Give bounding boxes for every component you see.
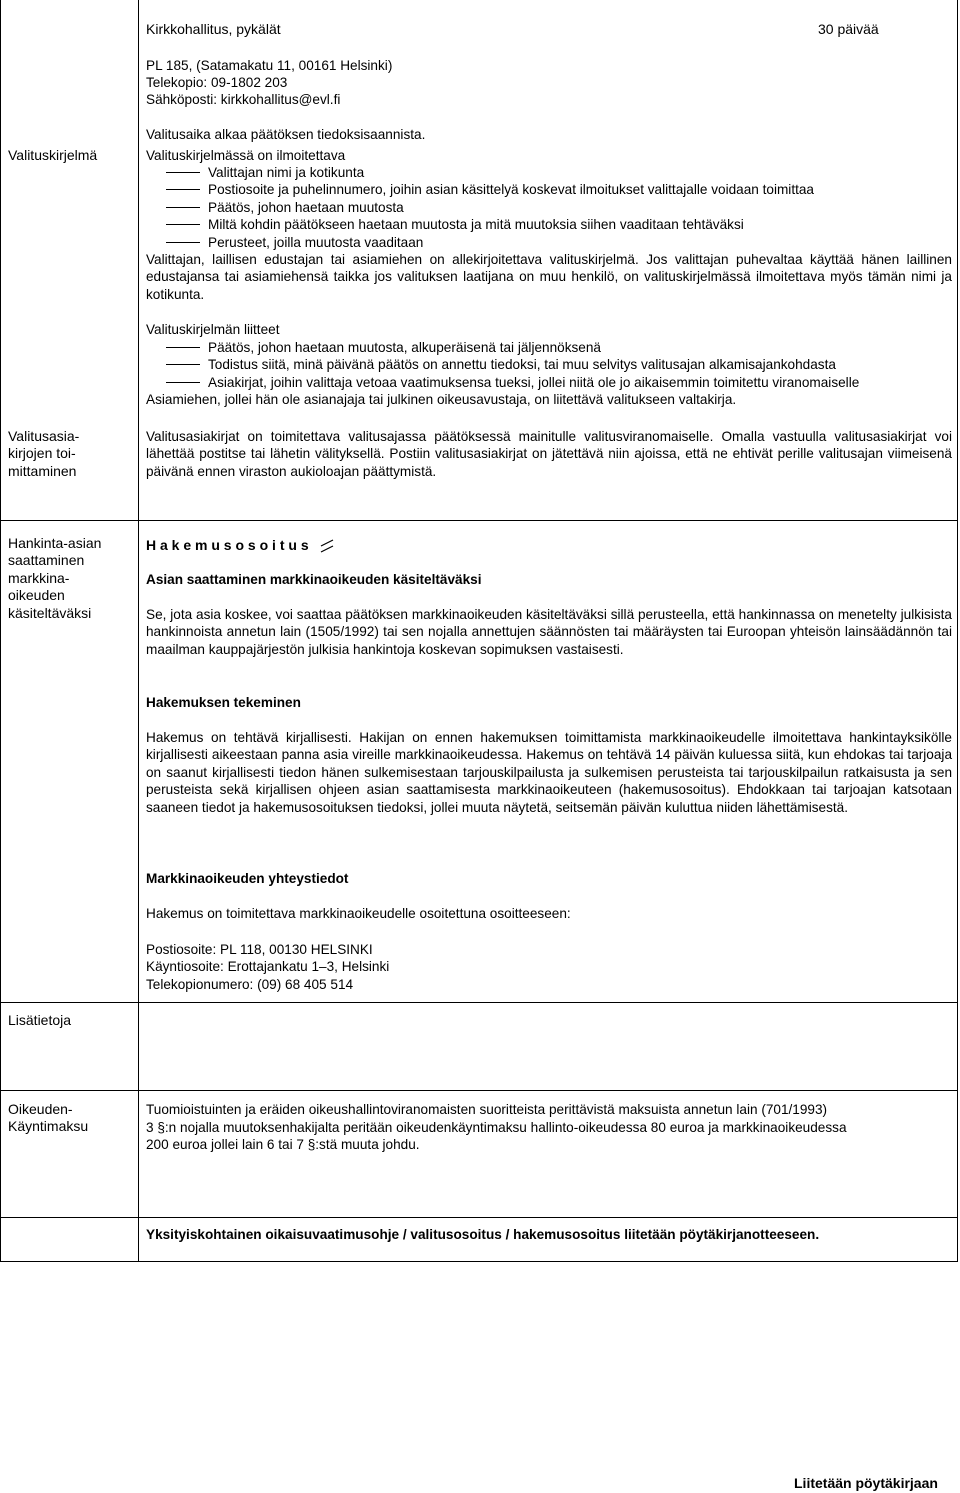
bottom-right-note: Liitetään pöytäkirjaan [794, 1475, 938, 1491]
row-divider-3 [0, 1090, 958, 1091]
kayntimaksu-line-2: 3 §:n nojalla muutoksenhakijalta peritään oikeudenkäyntimaksu hallinto-oikeudessa 80 euroa ja markkinaoikeudessa [146, 1120, 847, 1135]
court-fax: Telekopionumero: (09) 68 405 514 [146, 977, 354, 992]
hakemusosoitus-heading: H a k e m u s o s o i t u s [146, 536, 335, 554]
kayntimaksu-line-1: Tuomioistuinten ja eräiden oikeushallintoviranomaisten suoritteista perittävistä maksuista annetun lain (701/1993) [146, 1102, 828, 1117]
table-left-border [0, 0, 1, 1262]
court-visiting-address: Käyntiosoite: Erottajankatu 1–3, Helsinki [146, 959, 390, 974]
attachments-title: Valituskirjelmän liitteet [146, 322, 280, 337]
kayntimaksu-line-3: 200 euroa jollei lain 6 tai 7 §:stä muuta johdu. [146, 1137, 420, 1152]
footer-note: Yksityiskohtainen oikaisuvaatimusohje / valitusosoitus / hakemusosoitus liitetään pöytäkirjanotteeseen. [146, 1227, 820, 1242]
authority-name: Kirkkohallitus, pykälät [146, 21, 281, 37]
label-toimittaminen: Valitusasia- kirjojen toi- mittaminen [8, 428, 80, 479]
label-hankinta: Hankinta-asian saattaminen markkina- oikeuden käsiteltäväksi [8, 535, 102, 621]
label-lisatietoja: Lisätietoja [8, 1012, 72, 1028]
appeal-days: 30 päivää [818, 21, 879, 37]
row-divider-4 [0, 1217, 958, 1218]
court-postal-address: Postiosoite: PL 118, 00130 HELSINKI [146, 942, 373, 957]
label-kayntimaksu: Oikeuden- Käyntimaksu [8, 1101, 89, 1135]
hankinta-subheading-2: Hakemuksen tekeminen [146, 695, 301, 710]
appeal-period-text: Valitusaika alkaa päätöksen tiedoksisaannista. [146, 127, 426, 142]
toimittaminen-text: Valitusasiakirjat on toimitettava valitusajassa päätöksessä mainitulle valitusviranomaiselle. Omalla vastuulla valitusasiakirjat voi lähettää postitse tai lähetin välityksellä. Postiin valitusasiakirjat on jätettävä niin ajoissa, että ne ehtivät perille valitusajan viimeisenä päivänä ennen viraston aukioloajan päättymistä. [146, 429, 952, 479]
hankinta-subheading-1: Asian saattaminen markkinaoikeuden käsiteltäväksi [146, 572, 482, 587]
valituskirjelma-signature-paragraph: Valittajan, laillisen edustajan tai asiamiehen on allekirjoitettava valituskirjelmä. Jos valittajan puhevaltaa käyttää hänen laillinen edustajansa tai asiamiehensä taikka jos valituksen laatijana on muu henkilö, on valituskirjelmässä ilmoitettava myös tämän nimi ja kotikunta. [146, 252, 952, 302]
table-bottom-border [0, 1261, 958, 1262]
authority-email: Sähköposti: kirkkohallitus@evl.fi [146, 92, 341, 107]
table-right-border [957, 0, 958, 1262]
hankinta-paragraph-2: Hakemus on tehtävä kirjallisesti. Hakijan on ennen hakemuksen toimittamista markkinaoikeudelle ilmoitettava hankintayksikölle kirjallisesti aikeestaan panna asia vireille markkinaoikeudessa. Hakemus on tehtävä 14 päivän kuluessa siitä, kun ehdokas tai tarjoaja on saanut kirjallisesti tiedon hänen sulkemisestaan tarjouskilpailusta ja sulkemisen perusteista tai tarjouskilpailun ratkaisusta ja sen perusteista sekä kirjallisen ohjeen asian saattamisesta markkinaoikeuteen (hakemusosoitus). Ehdokkaan tai tarjoajan katsotaan saaneen tiedot ja hakemusosoituksen tiedoksi, jollei muuta näytetä, seitsemän päivän kuluttua niiden lähettämisestä. [146, 730, 952, 815]
valituskirjelma-intro: Valituskirjelmässä on ilmoitettava [146, 148, 346, 163]
label-valituskirjelma: Valituskirjelmä [8, 147, 98, 163]
hankinta-subheading-3: Markkinaoikeuden yhteystiedot [146, 871, 349, 886]
authority-address: PL 185, (Satamakatu 11, 00161 Helsinki) [146, 58, 393, 73]
row-divider-1 [0, 520, 958, 521]
hankinta-paragraph-1: Se, jota asia koskee, voi saattaa päätöksen markkinaoikeuden käsiteltäväksi sillä perusteella, että hankinnassa on menetelty julkisista hankinnoista annetun lain (1505/1992) tai sen nojalla annettujen säännösten tai määräysten tai Euroopan yhteisön lainsäädännön tai maailman kauppajärjestön julkisia hankintoja koskevan sopimuksen vastaisesti. [146, 607, 952, 657]
section-mark-icon [319, 536, 335, 554]
row-divider-2 [0, 1002, 958, 1003]
attachments-note: Asiamiehen, jollei hän ole asianajaja tai julkinen oikeusavustaja, on liitettävä valitukseen valtakirja. [146, 392, 737, 407]
authority-fax: Telekopio: 09-1802 203 [146, 75, 288, 90]
table-mid-border [138, 0, 139, 1262]
hankinta-paragraph-3: Hakemus on toimitettava markkinaoikeudelle osoitettuna osoitteeseen: [146, 906, 571, 921]
